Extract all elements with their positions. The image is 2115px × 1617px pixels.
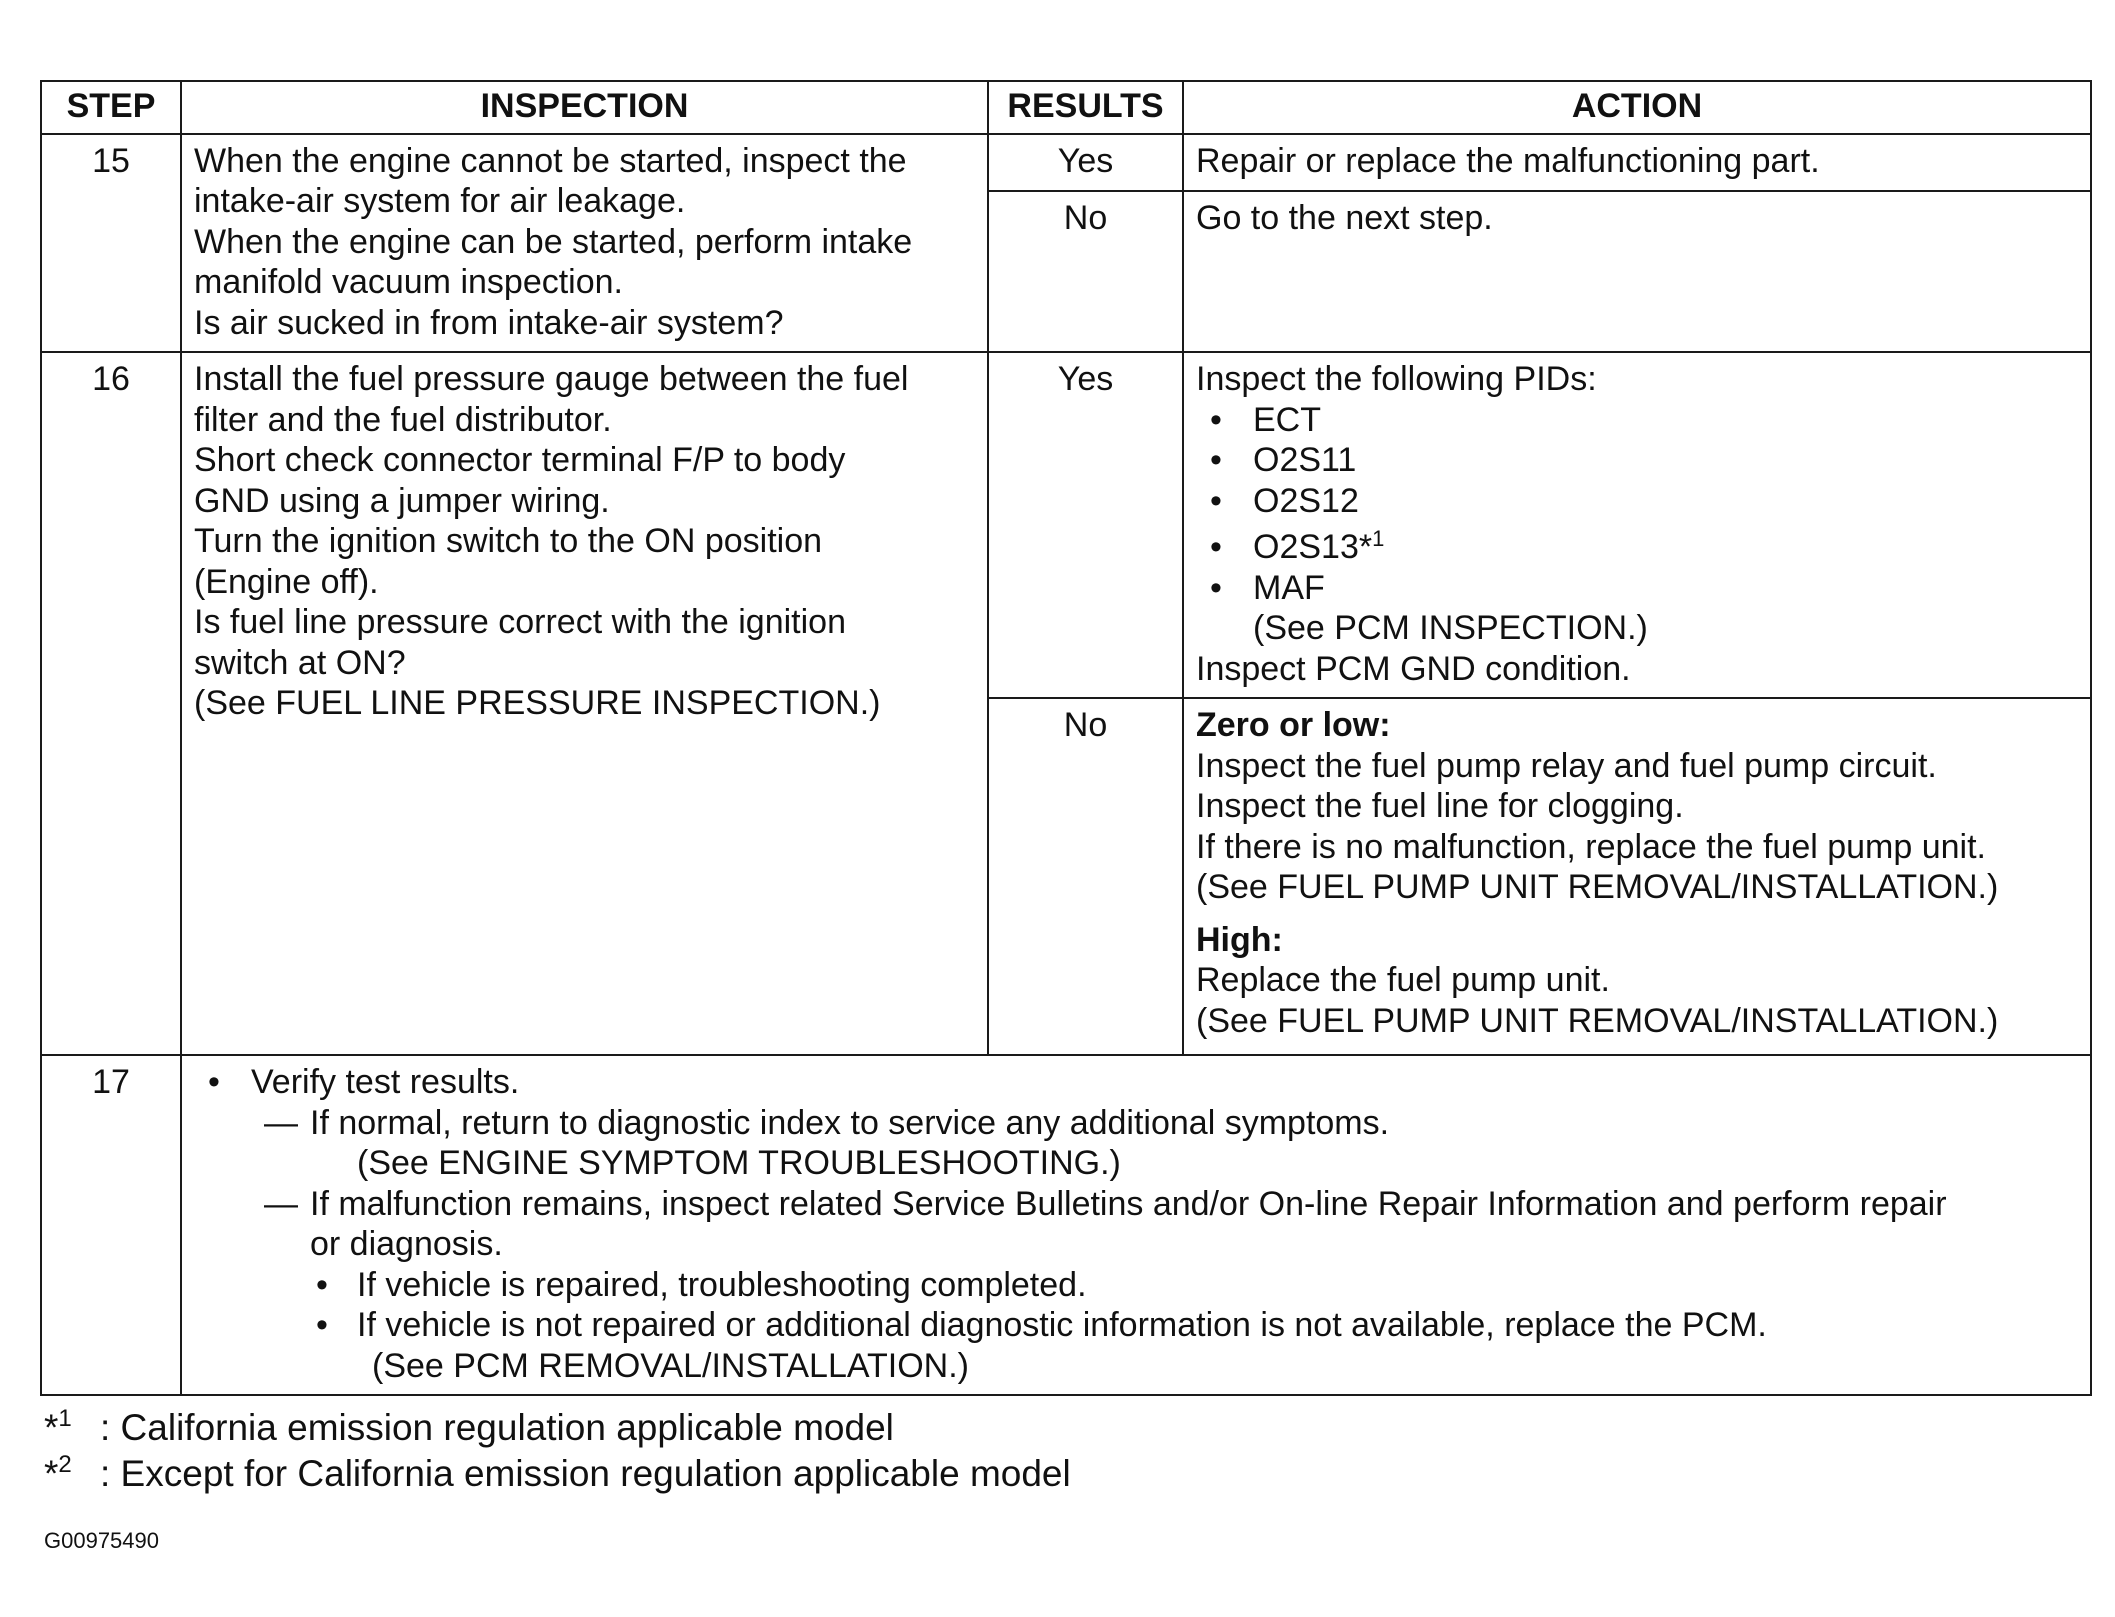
step-number: 16 — [41, 352, 181, 1055]
table-header-row — [41, 81, 2091, 134]
pid-item — [1196, 568, 2078, 609]
action-line: Go to the next step. — [1196, 199, 1493, 238]
inspection-line: Short check connector terminal F/P to body — [194, 441, 846, 479]
action-line: If there is no malfunction, replace the fuel pump unit. — [1196, 827, 1987, 866]
zero-heading: Zero or low: — [1196, 706, 1391, 744]
bullet-icon: • — [1210, 528, 1222, 566]
header-inspection: INSPECTION — [181, 81, 988, 134]
high-heading: High: — [1196, 920, 1283, 959]
bullet-icon: • — [1210, 481, 1222, 520]
header-results: RESULTS — [988, 81, 1183, 134]
verify-label: Verify test results. — [251, 1063, 520, 1101]
bullet-icon: • — [1210, 441, 1222, 479]
pid-item — [1196, 400, 2078, 441]
action-cell — [1183, 134, 2091, 192]
bullet-icon: • — [208, 1063, 220, 1101]
inspection-line: GND using a jumper wiring. — [194, 481, 610, 520]
bullet-icon: • — [1210, 400, 1222, 439]
pid-label: MAF — [1253, 568, 1325, 607]
header-action: ACTION — [1183, 81, 2091, 134]
inspection-line: manifold vacuum inspection. — [194, 263, 624, 301]
inspection-line: intake-air system for air leakage. — [194, 182, 686, 220]
bullet-icon: • — [316, 1265, 328, 1304]
step-number: 15 — [41, 134, 181, 353]
inspection-line: filter and the fuel distributor. — [194, 400, 612, 439]
action-line: (See FUEL PUMP UNIT REMOVAL/INSTALLATION.) — [1196, 1001, 1999, 1040]
inspection-line: When the engine can be started, perform intake — [194, 222, 913, 261]
dash-icon: — — [264, 1103, 298, 1142]
action-cell — [1183, 352, 2091, 698]
result-yes: Yes — [988, 352, 1183, 698]
footnote-marker — [44, 1406, 100, 1450]
result-yes: Yes — [988, 134, 1183, 192]
see-reference: (See ENGINE SYMPTOM TROUBLESHOOTING.) — [357, 1144, 1121, 1182]
pid-item — [1196, 527, 2078, 568]
header-step: STEP — [41, 81, 181, 134]
action-line: Replace the fuel pump unit. — [1196, 961, 1610, 999]
figure-code: G00975490 — [44, 1528, 159, 1553]
action-line: Inspect PCM GND condition. — [1196, 649, 1631, 688]
star-glyph: * — [44, 1407, 59, 1448]
dash-label: If malfunction remains, inspect related Service Bulletins and/or On-line Repair Information and perform repair — [310, 1184, 1947, 1223]
star-glyph: * — [44, 1453, 59, 1494]
footnote-text: : Except for California emission regulation applicable model — [100, 1453, 1071, 1494]
inspection-line: Install the fuel pressure gauge between the fuel — [194, 360, 909, 398]
pid-item — [1196, 440, 2078, 481]
pid-item — [1196, 481, 2078, 522]
sub-bullet-item — [194, 1305, 2078, 1346]
pid-label: O2S12 — [1253, 481, 1359, 520]
dash-icon: — — [264, 1184, 298, 1223]
action-line: Inspect the fuel pump relay and fuel pump circuit. — [1196, 746, 1937, 785]
action-cell — [1183, 698, 2091, 1055]
verify-cell — [181, 1055, 2091, 1395]
action-line: Inspect the fuel line for clogging. — [1196, 787, 1684, 825]
dash-item — [194, 1184, 2078, 1225]
bullet-icon: • — [316, 1306, 328, 1344]
verify-item — [194, 1062, 2078, 1103]
pid-label: O2S13* — [1253, 528, 1373, 566]
dash-item — [194, 1103, 2078, 1144]
step-number: 17 — [41, 1055, 181, 1395]
result-no: No — [988, 698, 1183, 1055]
pid-label: ECT — [1253, 400, 1321, 439]
footnote-mark: 1 — [1372, 526, 1385, 551]
footnote — [44, 1452, 1071, 1496]
inspection-line: switch at ON? — [194, 643, 406, 682]
inspection-line: (See FUEL LINE PRESSURE INSPECTION.) — [194, 684, 881, 722]
action-line: Inspect the following PIDs: — [1196, 360, 1597, 398]
action-cell — [1183, 191, 2091, 352]
inspection-cell — [181, 352, 988, 1055]
footnote-number: 2 — [58, 1451, 72, 1478]
dash-label: If normal, return to diagnostic index to service any additional symptoms. — [310, 1103, 1390, 1142]
footnote-number: 1 — [58, 1405, 72, 1432]
action-line: (See PCM INSPECTION.) — [1253, 609, 1648, 647]
inspection-line: When the engine cannot be started, inspect the — [194, 141, 907, 180]
sub-bullet-label: If vehicle is not repaired or additional diagnostic information is not available, replace the PCM. — [357, 1306, 1767, 1344]
inspection-line: Is air sucked in from intake-air system? — [194, 303, 784, 342]
result-no: No — [988, 191, 1183, 352]
see-reference: (See PCM REMOVAL/INSTALLATION.) — [372, 1346, 970, 1385]
action-line: Repair or replace the malfunctioning part. — [1196, 141, 1820, 180]
inspection-line: Turn the ignition switch to the ON position — [194, 522, 823, 560]
table-row — [41, 1055, 2091, 1395]
sub-bullet-label: If vehicle is repaired, troubleshooting completed. — [357, 1265, 1087, 1304]
diagnostic-procedure-sheet — [40, 80, 2090, 1396]
dash-continuation: or diagnosis. — [310, 1225, 503, 1263]
table-row — [41, 352, 2091, 698]
inspection-cell — [181, 134, 988, 353]
action-line: (See FUEL PUMP UNIT REMOVAL/INSTALLATION.) — [1196, 868, 1999, 906]
footnote-marker — [44, 1452, 100, 1496]
sub-bullet-item — [194, 1265, 2078, 1306]
footnote — [44, 1406, 894, 1450]
inspection-line: (Engine off). — [194, 562, 379, 601]
bullet-icon: • — [1210, 568, 1222, 607]
footnote-text: : California emission regulation applicable model — [100, 1407, 894, 1448]
diagnostic-table — [40, 80, 2092, 1396]
inspection-line: Is fuel line pressure correct with the ignition — [194, 603, 846, 641]
table-row — [41, 134, 2091, 192]
pid-label: O2S11 — [1253, 441, 1357, 479]
